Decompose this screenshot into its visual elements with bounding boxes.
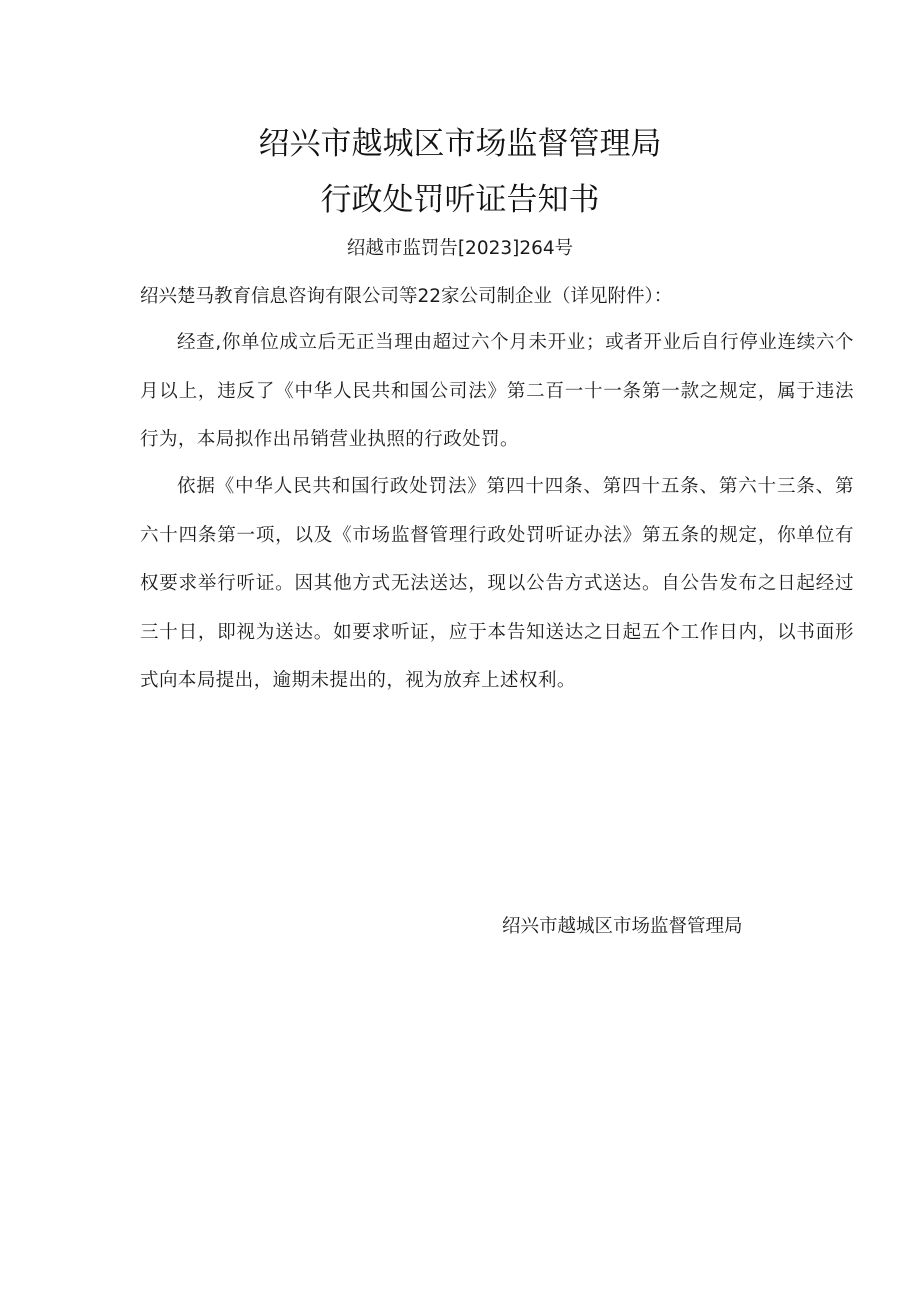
addressee: 绍兴楚马教育信息咨询有限公司等22家公司制企业（详见附件）： (140, 286, 673, 307)
body-paragraph-rights: 依据《中华人民共和国行政处罚法》第四十四条、第四十五条、第六十三条、第六十四条第一项，以及《市场监督管理行政处罚听证办法》第五条的规定，你单位有权要求举行听证。因其他方式无法送达，现以公告方式送达。自公告发布之日起经过三十日，即视为送达。如要求听证，应于本告知送达之日起五个工作日内，以书面形式向本局提出，逾期未提出的，视为放弃上述权利。 (140, 476, 854, 691)
document-title: 绍兴市越城区市场监督管理局 (258, 126, 662, 162)
document-number: 绍越市监罚告[2023]264号 (346, 238, 574, 259)
issuer-signature: 绍兴市越城区市场监督管理局 (502, 916, 743, 937)
document-subtitle: 行政处罚听证告知书 (320, 182, 600, 218)
body-paragraph-findings: 经查,你单位成立后无正当理由超过六个月未开业；或者开业后自行停业连续六个月以上，违反了《中华人民共和国公司法》第二百一十一条第一款之规定，属于违法行为，本局拟作出吊销营业执照的行政处罚。 (140, 332, 854, 450)
